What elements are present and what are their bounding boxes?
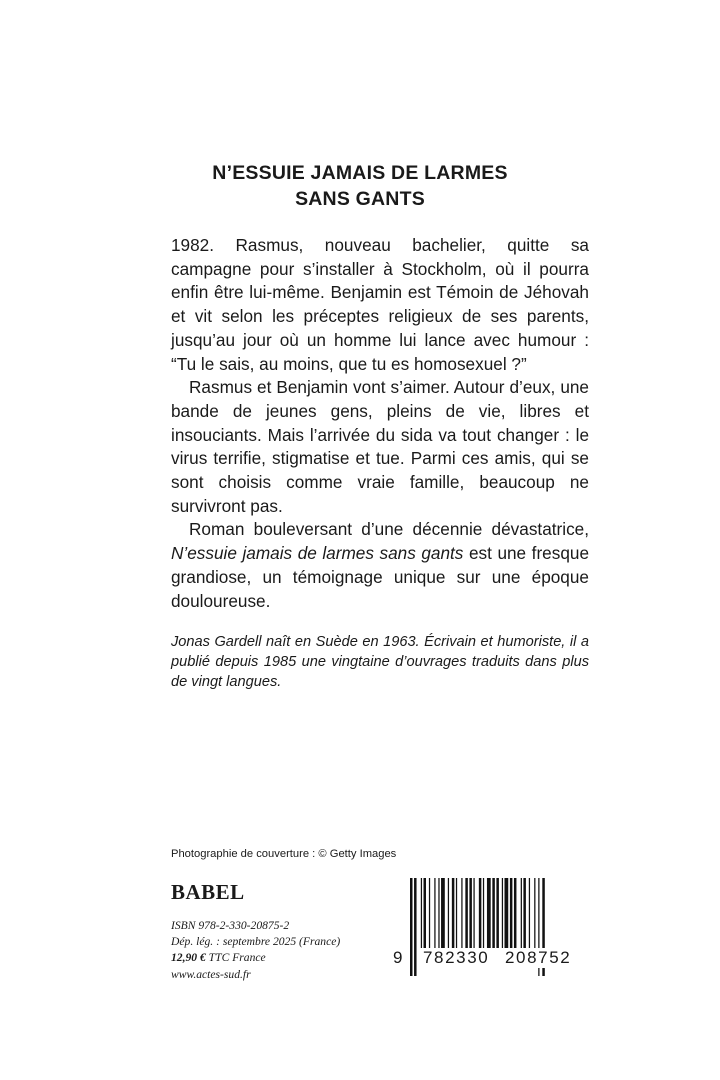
book-title [0, 160, 720, 212]
cover-photo-credit: Photographie de couverture : © Getty Images [171, 848, 397, 860]
barcode-bar [529, 878, 530, 948]
book-title-line-2: SANS GANTS [295, 188, 425, 210]
barcode-bar [492, 878, 495, 948]
barcode-bar [438, 878, 439, 948]
barcode-bar [523, 878, 526, 948]
barcode-bar [469, 878, 472, 948]
back-cover-blurb [171, 234, 589, 613]
barcode-bar [424, 878, 427, 948]
barcode-bar [461, 878, 462, 948]
barcode-number [392, 944, 594, 974]
barcode-digits-right: 208752 [505, 948, 572, 967]
blurb-paragraph-1: 1982. Rasmus, nouveau bachelier, quitte sa campagne pour s’installer à Stockholm, où il pourra enfin être lui-même. Benjamin est Témoin de Jéhovah et vit selon les préceptes religieux de ses parents, jusqu’au jour où un homme lui lance avec humour : “Tu le sais, au moins, que tu es homosexuel ?” [171, 235, 589, 374]
barcode-bar [479, 878, 482, 948]
barcode-bar [441, 878, 445, 948]
price: 12,90 € [171, 951, 206, 965]
legal-deposit: Dép. lég. : septembre 2025 (France) [171, 935, 341, 949]
isbn: ISBN 978-2-330-20875-2 [171, 919, 290, 932]
barcode-bar [514, 878, 517, 948]
book-title-line-1: N’ESSUIE JAMAIS DE LARMES [212, 162, 508, 184]
blurb-paragraph-3-end: est une fresque grandiose, un témoignage unique sur une époque douloureuse. [171, 543, 590, 611]
blurb-paragraph-2: Rasmus et Benjamin vont s’aimer. Autour d’eux, une bande de jeunes gens, pleins de vie, libres et insouciants. Mais l’arrivée du sida va tout changer : le virus terrifie, stigmatise et tue. Parmi ces amis, qui se sont choisis comme vraie famille, beaucoup ne survivront pas. [171, 377, 589, 516]
barcode-bar [434, 878, 435, 948]
legal-info [171, 918, 340, 983]
barcode-bar [448, 878, 449, 948]
barcode-bar [521, 878, 522, 948]
publisher-name: BABEL [171, 880, 245, 904]
blurb-paragraph-3-start: Roman bouleversant d’une décennie dévastatrice, [189, 519, 589, 540]
barcode-bar [496, 878, 499, 948]
barcode-bar [510, 878, 513, 948]
barcode-bar [429, 878, 430, 948]
price-suffix: TTC France [205, 951, 266, 965]
barcode-bar [505, 878, 509, 948]
barcode-bar [483, 878, 484, 948]
author-bio: Jonas Gardell naît en Suède en 1963. Écrivain et humoriste, il a publié depuis 1985 une vingtaine d’ouvrages traduits dans plus de vingt langues. [171, 634, 589, 690]
barcode-bar [452, 878, 455, 948]
blurb-paragraph-3 [171, 518, 589, 613]
barcode-digit-first: 9 [393, 948, 405, 967]
blurb-book-title-italic: N’essuie jamais de larmes sans gants [171, 543, 464, 564]
barcode-digits-left: 782330 [423, 948, 490, 967]
barcode-bar [534, 878, 535, 948]
barcode-bar [456, 878, 457, 948]
barcode-bar [421, 878, 422, 948]
price-line [171, 950, 340, 966]
barcode-bar [473, 878, 474, 948]
publisher-website: www.actes-sud.fr [171, 967, 251, 981]
barcode-bar [487, 878, 491, 948]
barcode-bar [502, 878, 503, 948]
barcode-bar [465, 878, 468, 948]
